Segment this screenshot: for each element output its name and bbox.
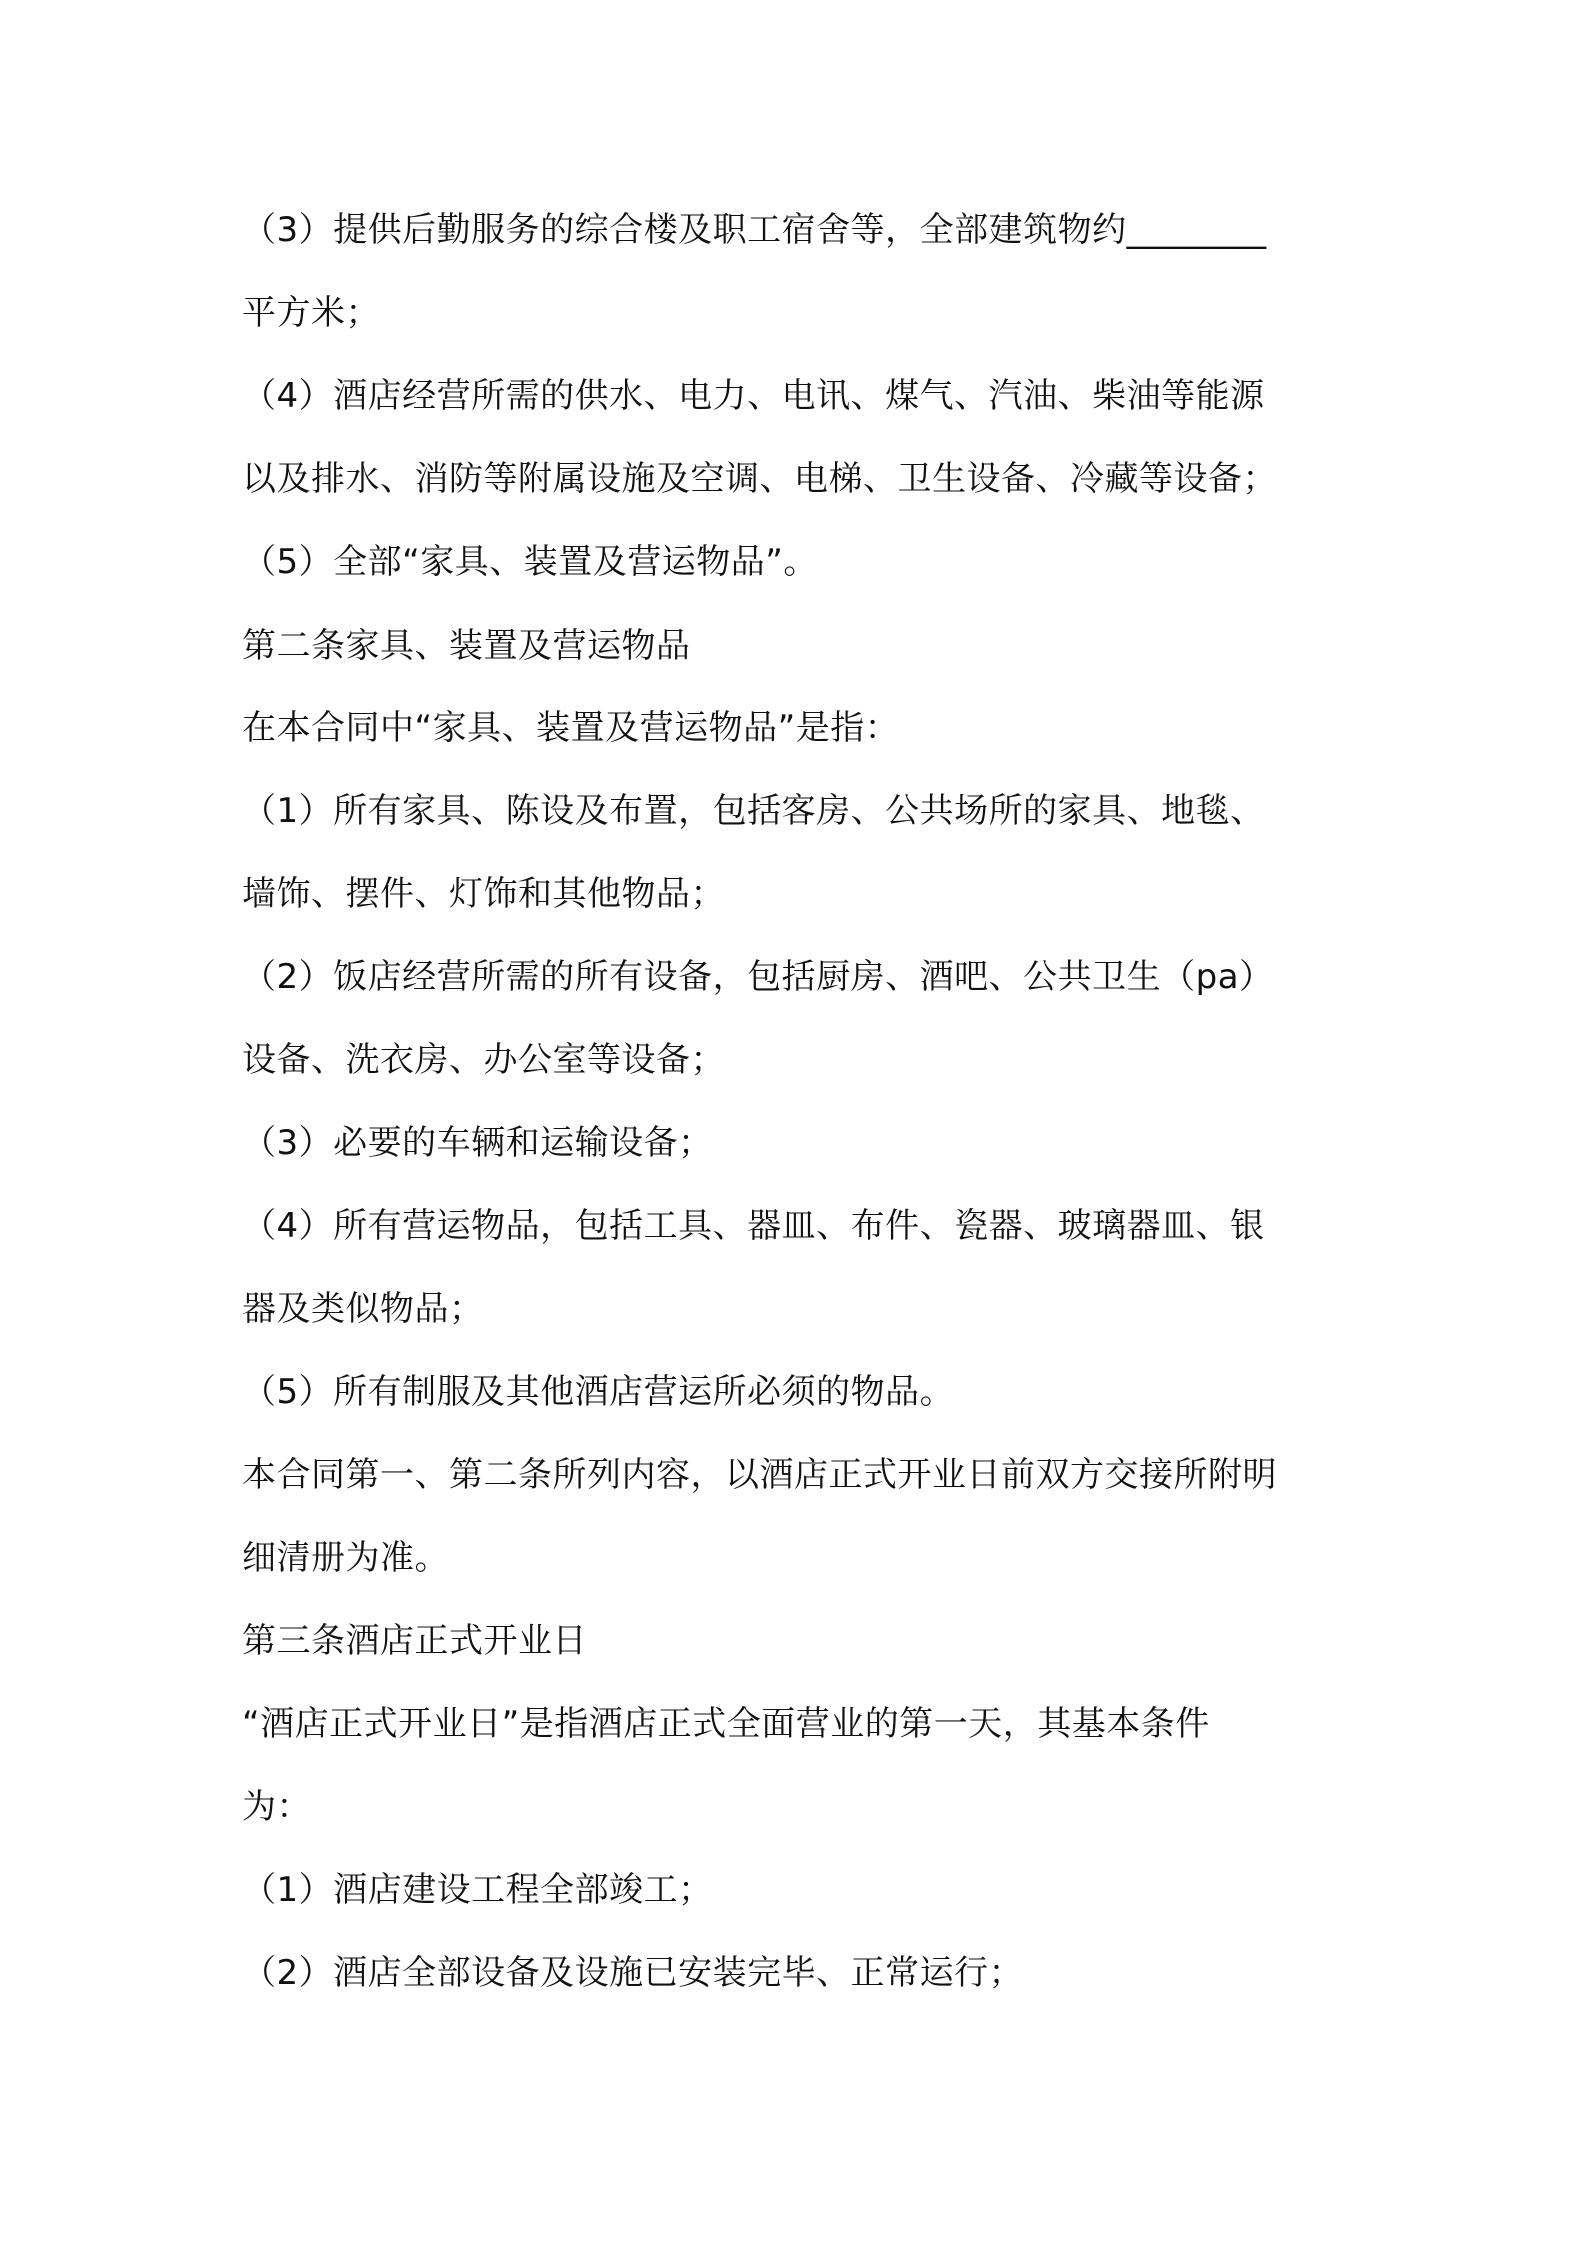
document-line: 细清册为准。: [242, 1538, 449, 1578]
document-line: “酒店正式开业日”是指酒店正式全面营业的第一天，其基本条件: [242, 1704, 1210, 1744]
document-line: （3）提供后勤服务的综合楼及职工宿舍等，全部建筑物约________: [242, 210, 1267, 250]
document-line: （2）酒店全部设备及设施已安装完毕、正常运行；: [242, 1953, 1024, 1993]
document-line: （5）全部“家具、装置及营运物品”。: [242, 542, 818, 582]
section-heading: 第三条酒店正式开业日: [242, 1621, 587, 1661]
document-line: 器及类似物品；: [242, 1289, 484, 1329]
document-line: 本合同第一、第二条所列内容，以酒店正式开业日前双方交接所附明: [242, 1455, 1277, 1495]
document-line: （2）饭店经营所需的所有设备，包括厨房、酒吧、公共卫生（pa）: [242, 957, 1274, 997]
document-line: 在本合同中“家具、装置及营运物品”是指：: [242, 708, 900, 748]
document-line: （3）必要的车辆和运输设备；: [242, 1123, 713, 1163]
document-line: （4）所有营运物品，包括工具、器皿、布件、瓷器、玻璃器皿、银: [242, 1206, 1265, 1246]
document-line: 设备、洗衣房、办公室等设备；: [242, 1040, 725, 1080]
document-line: （1）酒店建设工程全部竣工；: [242, 1870, 713, 1910]
section-heading: 第二条家具、装置及营运物品: [242, 626, 691, 666]
document-line: 以及排水、消防等附属设施及空调、电梯、卫生设备、冷藏等设备；: [242, 459, 1277, 499]
document-line: （1）所有家具、陈设及布置，包括客房、公共场所的家具、地毯、: [242, 791, 1265, 831]
document-line: （4）酒店经营所需的供水、电力、电讯、煤气、汽油、柴油等能源: [242, 376, 1265, 416]
document-line: 平方米；: [242, 293, 380, 333]
document-line: 为：: [242, 1787, 311, 1827]
document-line: 墙饰、摆件、灯饰和其他物品；: [242, 874, 725, 914]
document-line: （5）所有制服及其他酒店营运所必须的物品。: [242, 1372, 955, 1412]
